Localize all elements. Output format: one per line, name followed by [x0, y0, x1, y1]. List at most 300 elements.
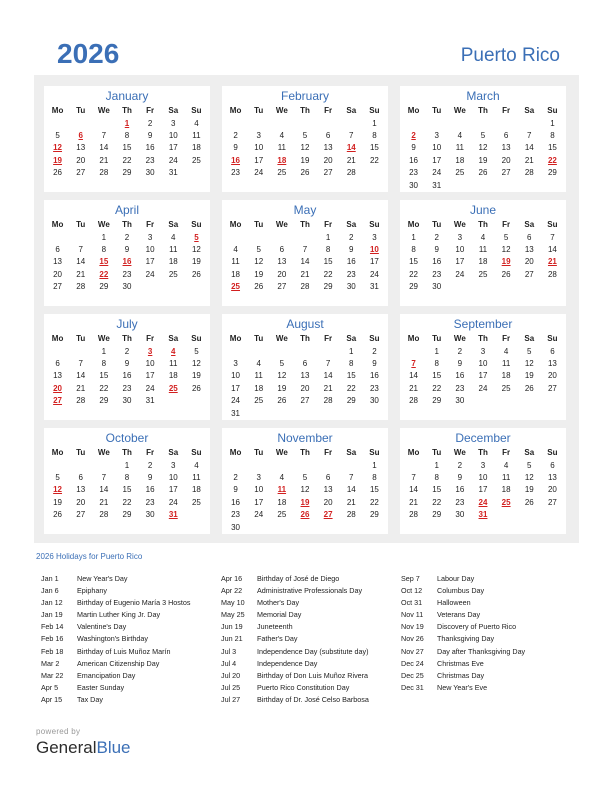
day-cell: 10: [455, 245, 465, 255]
holiday-date: Dec 24: [401, 658, 424, 668]
day-cell: 13: [547, 473, 557, 483]
weekday-header: Th: [478, 219, 488, 229]
day-cell: 19: [53, 155, 63, 165]
week-row: [224, 167, 386, 179]
empty-cell: [541, 395, 564, 407]
holiday-name: Independence Day: [257, 658, 318, 668]
day-cell: 27: [277, 282, 287, 292]
week-row: [46, 256, 208, 268]
holiday-column: [401, 573, 525, 694]
holiday-date: Jul 4: [221, 658, 237, 668]
day-cell: 30: [231, 522, 241, 532]
day-cell: 30: [409, 180, 419, 190]
day-cell: 25: [191, 497, 201, 507]
brand-general: General: [36, 738, 97, 757]
month-october: [44, 428, 210, 534]
day-cell: 6: [527, 232, 532, 242]
week-row: [224, 268, 386, 280]
day-cell: 27: [323, 510, 333, 520]
weekday-header: Sa: [346, 219, 357, 229]
day-cell: 26: [501, 269, 511, 279]
month-april: [44, 200, 210, 306]
week-row: [402, 167, 564, 179]
empty-cell: [541, 509, 564, 521]
day-cell: 18: [231, 269, 241, 279]
day-cell: 23: [455, 497, 465, 507]
empty-cell: [495, 179, 518, 191]
empty-cell: [340, 521, 363, 533]
day-cell: 14: [76, 371, 86, 381]
weekday-header: Mo: [407, 219, 420, 229]
day-cell: 8: [101, 359, 107, 369]
day-cell: 5: [302, 473, 308, 483]
month-july: [44, 314, 210, 420]
day-cell: 23: [369, 383, 379, 393]
day-cell: 20: [277, 269, 287, 279]
weekday-header: Su: [547, 219, 558, 229]
weekday-header: We: [453, 219, 466, 229]
holiday-item: [401, 621, 525, 633]
week-row: [402, 268, 564, 280]
day-cell: 8: [411, 245, 416, 255]
holiday-name: Memorial Day: [257, 610, 302, 620]
week-row: [402, 243, 564, 255]
holiday-item: [221, 621, 369, 633]
day-cell: 15: [122, 143, 132, 153]
day-cell: 6: [78, 473, 83, 483]
month-june: [400, 200, 566, 306]
brand-blue: Blue: [96, 738, 131, 757]
weekday-header: Sa: [168, 447, 179, 457]
month-may: [222, 200, 388, 306]
day-cell: 27: [76, 510, 86, 520]
day-cell: 28: [76, 282, 86, 292]
day-cell: 7: [101, 131, 107, 141]
holiday-item: [221, 585, 369, 597]
day-cell: 28: [346, 168, 356, 178]
day-cell: 28: [524, 168, 534, 178]
day-cell: 18: [277, 155, 287, 165]
weekday-header: Fr: [502, 447, 511, 457]
day-cell: 8: [349, 359, 354, 369]
day-cell: 9: [233, 485, 238, 495]
weekday-header: Sa: [524, 333, 535, 343]
holiday-date: Apr 15: [41, 694, 63, 704]
week-row: [46, 496, 208, 508]
empty-cell: [293, 345, 316, 357]
day-cell: 18: [501, 485, 511, 495]
weekday-header: We: [97, 447, 110, 457]
day-cell: 24: [145, 383, 155, 393]
day-cell: 7: [78, 359, 83, 369]
day-cell: 20: [323, 497, 333, 507]
week-row: [224, 243, 386, 255]
day-cell: 13: [76, 143, 86, 153]
day-cell: 18: [478, 257, 488, 267]
day-cell: 19: [254, 269, 264, 279]
day-cell: 12: [524, 359, 534, 369]
empty-cell: [247, 459, 270, 471]
holiday-name: Day after Thanksgiving Day: [437, 646, 526, 656]
holiday-date: Jan 1: [41, 574, 59, 583]
month-table: [46, 445, 208, 521]
holiday-name: Mother's Day: [257, 598, 300, 608]
weekday-header: Tu: [76, 105, 86, 115]
day-cell: 15: [346, 371, 356, 381]
weekday-header: We: [275, 333, 288, 343]
day-cell: 25: [277, 168, 287, 178]
holiday-name: Christmas Day: [437, 670, 485, 680]
day-cell: 24: [369, 269, 379, 279]
holiday-item: [401, 682, 525, 694]
weekday-header: Th: [122, 105, 132, 115]
week-row: [46, 129, 208, 141]
country-name: Puerto Rico: [460, 45, 560, 66]
day-cell: 11: [231, 257, 240, 267]
empty-cell: [448, 281, 471, 293]
day-cell: 23: [409, 168, 419, 178]
weekday-header: Fr: [324, 105, 333, 115]
day-cell: 24: [168, 497, 178, 507]
day-cell: 23: [231, 510, 241, 520]
holiday-date: Jul 3: [221, 646, 237, 656]
empty-cell: [270, 345, 293, 357]
weekday-header: Tu: [254, 105, 264, 115]
day-cell: 7: [349, 473, 354, 483]
week-row: [46, 459, 208, 471]
weekday-header: Th: [122, 447, 132, 457]
weekday-header: Fr: [146, 333, 155, 343]
holiday-date: Sep 7: [401, 574, 420, 583]
day-cell: 15: [432, 485, 442, 495]
week-row: [46, 231, 208, 243]
day-cell: 23: [122, 269, 132, 279]
empty-cell: [518, 281, 541, 293]
holiday-date: Apr 5: [41, 682, 59, 692]
weekday-header: We: [453, 447, 466, 457]
weekday-header: Sa: [524, 105, 535, 115]
empty-cell: [224, 459, 247, 471]
day-cell: 4: [503, 460, 509, 470]
day-cell: 5: [55, 473, 60, 483]
holiday-item: [401, 633, 525, 645]
day-cell: 9: [372, 359, 377, 369]
holiday-item: [221, 670, 369, 682]
day-cell: 7: [78, 245, 83, 255]
day-cell: 28: [409, 396, 419, 406]
weekday-header: Fr: [146, 219, 155, 229]
day-cell: 20: [501, 155, 511, 165]
week-row: [46, 484, 208, 496]
day-cell: 3: [434, 131, 439, 141]
holiday-item: [41, 597, 190, 609]
day-cell: 18: [455, 155, 465, 165]
month-title: May: [293, 203, 317, 217]
day-cell: 14: [346, 485, 356, 495]
day-cell: 30: [369, 396, 379, 406]
holiday-date: Nov 11: [401, 610, 424, 620]
day-cell: 1: [349, 346, 354, 356]
weekday-header: Th: [122, 219, 132, 229]
day-cell: 12: [191, 245, 201, 255]
day-cell: 16: [409, 155, 419, 165]
empty-cell: [317, 117, 340, 129]
empty-cell: [92, 459, 115, 471]
day-cell: 21: [524, 155, 534, 165]
empty-cell: [270, 117, 293, 129]
weekday-header: Mo: [51, 105, 64, 115]
weekday-header: Su: [369, 447, 380, 457]
empty-cell: [541, 179, 564, 191]
day-cell: 27: [76, 168, 86, 178]
day-cell: 1: [372, 460, 377, 470]
day-cell: 19: [53, 497, 63, 507]
day-cell: 13: [524, 245, 534, 255]
day-cell: 4: [171, 232, 176, 242]
week-row: [224, 395, 386, 407]
holiday-date: Jul 20: [221, 670, 241, 680]
day-cell: 23: [432, 269, 442, 279]
empty-cell: [247, 117, 270, 129]
weekday-header: Sa: [168, 219, 179, 229]
empty-cell: [518, 179, 541, 191]
empty-cell: [293, 407, 316, 419]
weekday-header: Tu: [76, 219, 86, 229]
weekday-header: Mo: [229, 219, 242, 229]
day-cell: 12: [478, 143, 488, 153]
week-row: [402, 154, 564, 166]
day-cell: 19: [478, 155, 488, 165]
day-cell: 4: [256, 359, 261, 369]
day-cell: 15: [323, 257, 333, 267]
week-row: [224, 459, 386, 471]
day-cell: 22: [122, 155, 132, 165]
week-row: [46, 345, 208, 357]
day-cell: 23: [145, 497, 155, 507]
empty-cell: [247, 231, 270, 243]
day-cell: 18: [501, 371, 511, 381]
month-table: [402, 445, 564, 521]
month-title: October: [105, 431, 149, 445]
day-cell: 21: [323, 383, 333, 393]
holiday-item: [221, 633, 369, 645]
weekday-header: Th: [478, 447, 488, 457]
holiday-item: [41, 585, 190, 597]
day-cell: 12: [501, 245, 511, 255]
empty-cell: [495, 117, 518, 129]
day-cell: 29: [99, 396, 109, 406]
empty-cell: [46, 345, 69, 357]
day-cell: 19: [300, 497, 310, 507]
day-cell: 17: [478, 371, 488, 381]
day-cell: 20: [524, 257, 534, 267]
day-cell: 17: [478, 485, 488, 495]
week-row: [46, 370, 208, 382]
day-cell: 26: [254, 282, 264, 292]
day-cell: 18: [168, 371, 178, 381]
day-cell: 18: [277, 497, 287, 507]
day-cell: 1: [411, 232, 416, 242]
day-cell: 15: [432, 371, 442, 381]
holiday-item: [401, 585, 525, 597]
holiday-name: Discovery of Puerto Rico: [437, 622, 517, 632]
day-cell: 24: [432, 168, 442, 178]
weekday-header: Mo: [229, 447, 242, 457]
weekday-header: We: [275, 219, 288, 229]
brand-logo[interactable]: [36, 738, 131, 758]
month-table: [46, 217, 208, 293]
day-cell: 13: [547, 359, 557, 369]
day-cell: 17: [145, 371, 155, 381]
day-cell: 7: [302, 245, 308, 255]
day-cell: 31: [369, 282, 379, 292]
day-cell: 3: [147, 346, 153, 356]
day-cell: 3: [256, 473, 261, 483]
week-row: [224, 471, 386, 483]
day-cell: 21: [409, 497, 419, 507]
day-cell: 25: [168, 383, 178, 393]
day-cell: 9: [434, 245, 439, 255]
day-cell: 29: [323, 282, 333, 292]
holiday-name: Puerto Rico Constitution Day: [257, 682, 350, 692]
day-cell: 11: [277, 485, 287, 495]
week-row: [46, 509, 208, 521]
day-cell: 8: [434, 359, 439, 369]
day-cell: 20: [547, 485, 557, 495]
holiday-date: Dec 31: [401, 682, 424, 692]
day-cell: 9: [124, 245, 130, 255]
day-cell: 11: [277, 143, 286, 153]
day-cell: 15: [369, 143, 379, 153]
day-cell: 4: [194, 460, 199, 470]
day-cell: 1: [124, 118, 130, 128]
weekday-header: Mo: [51, 333, 64, 343]
holiday-date: Nov 27: [401, 646, 424, 656]
day-cell: 24: [455, 269, 465, 279]
month-title: June: [469, 203, 497, 217]
holiday-item: [41, 609, 190, 621]
day-cell: 19: [277, 383, 287, 393]
week-row: [224, 231, 386, 243]
month-title: December: [455, 431, 511, 445]
week-row: [46, 357, 208, 369]
day-cell: 4: [194, 118, 199, 128]
day-cell: 17: [455, 257, 465, 267]
day-cell: 27: [53, 396, 63, 406]
holiday-name: Tax Day: [77, 694, 103, 704]
day-cell: 2: [147, 460, 153, 470]
day-cell: 8: [372, 131, 377, 141]
day-cell: 1: [124, 460, 130, 470]
day-cell: 6: [279, 245, 285, 255]
month-table: [402, 217, 564, 293]
holiday-item: [221, 694, 369, 706]
empty-cell: [448, 117, 471, 129]
day-cell: 30: [145, 168, 155, 178]
empty-cell: [162, 281, 185, 293]
day-cell: 11: [254, 371, 263, 381]
weekday-header: Fr: [324, 333, 333, 343]
day-cell: 15: [409, 257, 419, 267]
month-january: [44, 86, 210, 192]
day-cell: 19: [524, 371, 534, 381]
day-cell: 21: [76, 269, 86, 279]
month-table: [224, 103, 386, 179]
day-cell: 2: [147, 118, 153, 128]
day-cell: 2: [124, 346, 130, 356]
month-table: [224, 331, 386, 419]
day-cell: 19: [191, 371, 201, 381]
holiday-item: [41, 658, 190, 670]
empty-cell: [363, 521, 386, 533]
day-cell: 3: [256, 131, 261, 141]
weekday-header: Su: [191, 219, 202, 229]
day-cell: 12: [53, 485, 63, 495]
holiday-name: Birthday of Eugenio María 3 Hostos: [77, 598, 191, 608]
day-cell: 14: [547, 245, 557, 255]
holiday-name: New Year's Day: [77, 574, 128, 583]
holiday-date: Mar 2: [41, 658, 60, 668]
empty-cell: [340, 117, 363, 129]
day-cell: 23: [231, 168, 241, 178]
empty-cell: [247, 521, 270, 533]
day-cell: 2: [372, 346, 377, 356]
day-cell: 17: [145, 257, 155, 267]
day-cell: 10: [369, 245, 379, 255]
empty-cell: [270, 407, 293, 419]
day-cell: 24: [145, 269, 155, 279]
day-cell: 22: [409, 269, 419, 279]
day-cell: 21: [409, 383, 419, 393]
day-cell: 30: [455, 396, 465, 406]
day-cell: 26: [300, 510, 310, 520]
day-cell: 20: [76, 155, 86, 165]
weekday-header: Th: [300, 105, 310, 115]
holiday-date: Jun 19: [221, 622, 243, 632]
weekday-header: Th: [300, 333, 310, 343]
day-cell: 25: [501, 383, 511, 393]
weekday-header: Su: [369, 219, 380, 229]
empty-cell: [471, 117, 494, 129]
holiday-item: [401, 573, 525, 585]
day-cell: 23: [455, 383, 465, 393]
day-cell: 5: [194, 346, 199, 356]
holiday-name: Martin Luther King Jr. Day: [77, 610, 161, 620]
day-cell: 31: [145, 396, 155, 406]
holiday-name: Christmas Eve: [437, 658, 484, 668]
weekday-header: Fr: [146, 447, 155, 457]
weekday-header: Th: [300, 447, 310, 457]
holiday-item: [221, 609, 369, 621]
day-cell: 23: [122, 383, 132, 393]
day-cell: 10: [168, 473, 178, 483]
weekday-header: Sa: [168, 105, 179, 115]
day-cell: 21: [300, 269, 310, 279]
weekday-header: Mo: [407, 105, 420, 115]
week-row: [402, 129, 564, 141]
day-cell: 15: [547, 143, 557, 153]
weekday-header: Mo: [51, 219, 64, 229]
week-row: [402, 509, 564, 521]
empty-cell: [518, 509, 541, 521]
day-cell: 22: [99, 269, 109, 279]
day-cell: 30: [122, 282, 132, 292]
day-cell: 19: [501, 257, 511, 267]
day-cell: 17: [168, 143, 178, 153]
day-cell: 26: [191, 269, 201, 279]
day-cell: 9: [457, 359, 463, 369]
day-cell: 28: [547, 269, 557, 279]
